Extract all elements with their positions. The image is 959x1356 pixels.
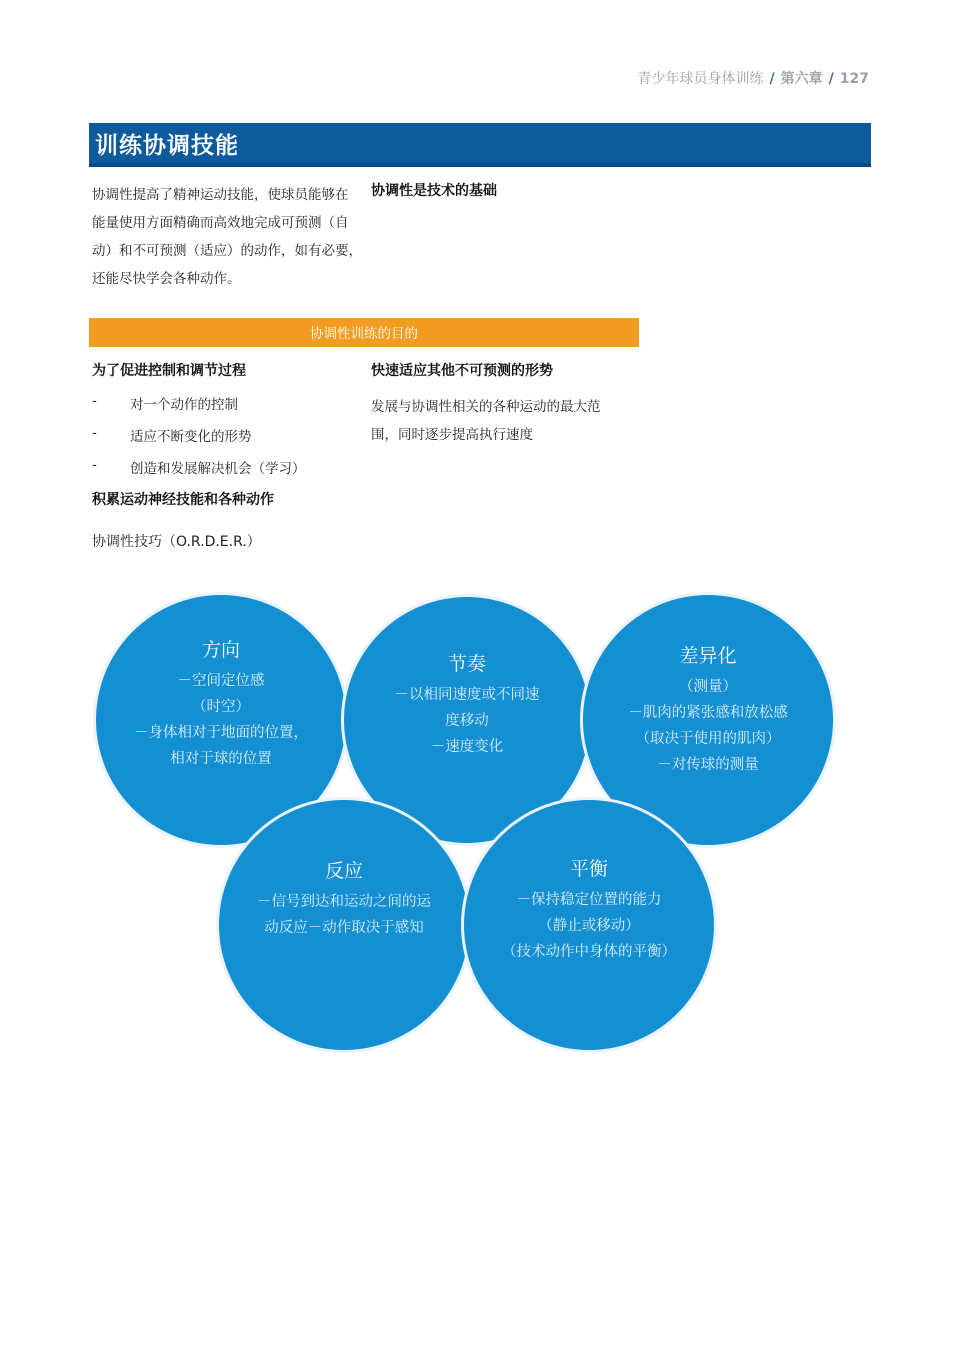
bullet-dash: - <box>92 457 97 473</box>
goals-bar-label: 协调性训练的目的 <box>310 326 418 342</box>
circle-title: 方向 <box>201 639 240 661</box>
goals-left-heading-2: 积累运动神经技能和各种动作 <box>92 492 274 508</box>
goals-right-line: 围，同时逐步提高执行速度 <box>371 427 533 443</box>
circle-line: －身体相对于地面的位置， <box>134 725 308 741</box>
header-separator: / <box>769 71 775 87</box>
goals-bar <box>89 318 639 347</box>
goal-bullet <box>92 457 362 477</box>
order-label: 协调性技巧（O.R.D.E.R.） <box>92 534 261 550</box>
circle-line: 动反应－动作取决于感知 <box>264 920 424 936</box>
goals-right-heading: 快速适应其他不可预测的形势 <box>371 363 553 379</box>
intro-right-heading: 协调性是技术的基础 <box>371 183 497 199</box>
intro-line: 能量使用方面精确而高效地完成可预测（自 <box>92 215 349 231</box>
circle-line: 度移动 <box>445 713 489 729</box>
circle-reaction <box>219 800 469 1050</box>
section-title-bar <box>89 123 871 167</box>
bullet-text: 创造和发展解决机会（学习） <box>130 461 306 477</box>
intro-line: 还能尽快学会各种动作。 <box>92 271 241 287</box>
circle-line: －速度变化 <box>430 739 504 755</box>
intro-line: 动）和不可预测（适应）的动作，如有必要， <box>92 243 362 259</box>
circle-line: －空间定位感 <box>177 673 265 689</box>
circle-line: （技术动作中身体的平衡） <box>502 944 676 960</box>
circle-line: －肌肉的紧张感和放松感 <box>628 705 788 721</box>
page-number: 127 <box>839 71 869 87</box>
goals-right-text <box>371 393 601 449</box>
book-title: 青少年球员身体训练 <box>637 71 764 87</box>
intro-paragraph <box>92 181 364 293</box>
circle-balance <box>464 800 714 1050</box>
bullet-dash: - <box>92 425 97 441</box>
goals-right-line: 发展与协调性相关的各种运动的最大范 <box>371 399 601 415</box>
circle-line: （时空） <box>192 699 250 715</box>
bullet-text: 对一个动作的控制 <box>130 397 238 413</box>
running-header <box>638 68 869 88</box>
bullet-text: 适应不断变化的形势 <box>130 429 252 445</box>
circle-line: －保持稳定位置的能力 <box>516 892 662 908</box>
intro-line: 协调性提高了精神运动技能，使球员能够在 <box>92 187 349 203</box>
goals-left-heading: 为了促进控制和调节过程 <box>92 363 246 379</box>
chapter-label: 第六章 <box>780 71 823 87</box>
circle-line: （测量） <box>679 679 737 695</box>
circle-title: 节奏 <box>447 653 486 675</box>
circle-title: 反应 <box>324 860 363 882</box>
circle-line: －对传球的测量 <box>657 757 759 773</box>
circle-line: 相对于球的位置 <box>170 751 272 767</box>
goal-bullet <box>92 393 362 413</box>
circle-title: 差异化 <box>679 645 737 667</box>
section-title: 训练协调技能 <box>95 133 239 159</box>
circle-title: 平衡 <box>569 858 608 880</box>
bullet-dash: - <box>92 393 97 409</box>
circle-line: （静止或移动） <box>538 918 640 934</box>
circle-line: （取决于使用的肌肉） <box>635 731 781 747</box>
circle-line: －以相同速度或不同速 <box>394 687 540 703</box>
circle-line: －信号到达和运动之间的运 <box>257 894 431 910</box>
header-separator-2: / <box>828 71 834 87</box>
goal-bullet <box>92 425 362 445</box>
